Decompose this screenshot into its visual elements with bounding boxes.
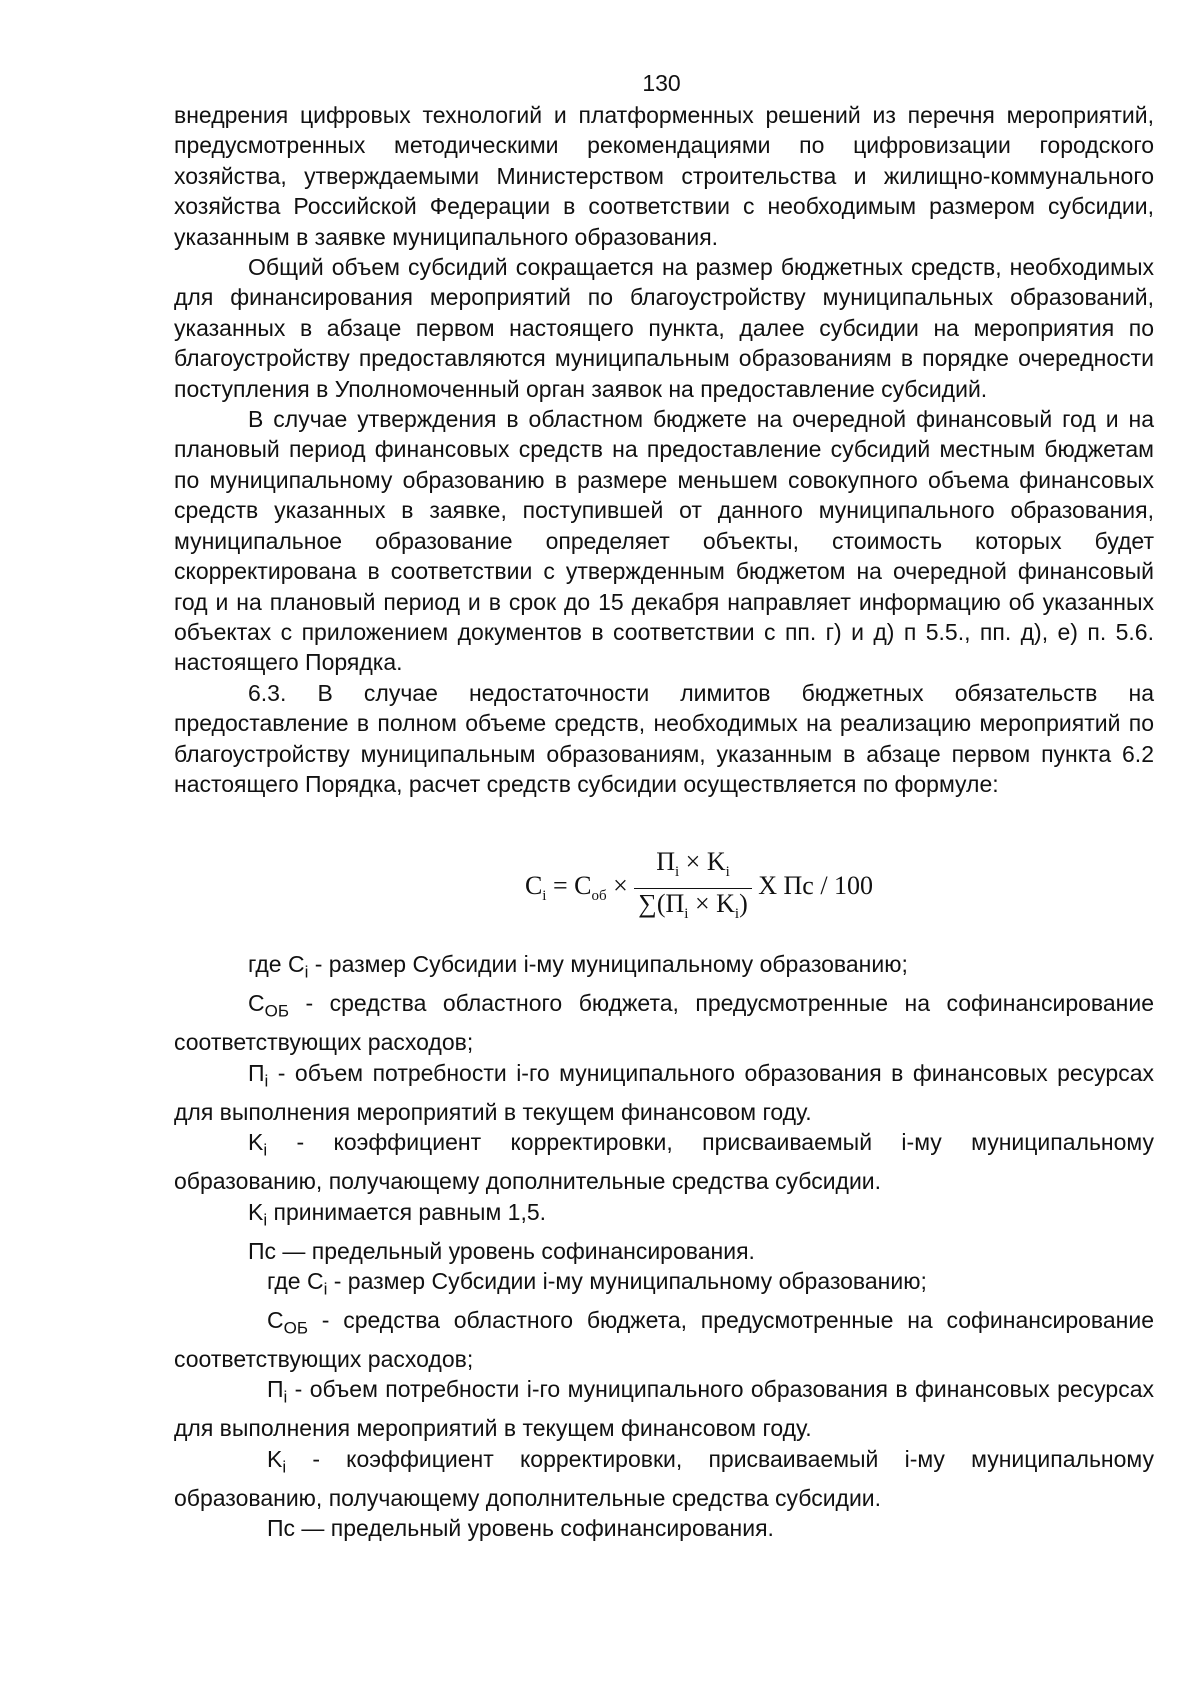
paragraph-3: В случае утверждения в областном бюджете на очередной финансовый год и на плановый период финансовых средств на предоставление субсидий местным бюджетам по муниципальному образованию в размере меньшем совокупного объема финансовых средств указанных в заявке, поступившей от данного муниципального образования, муниципальное образование определяет объекты, стоимость которых будет скорректирована в соответствии с утвержденным бюджетом на очередной финансовый год и на плановый период и в срок до 15 декабря направляет информацию об указанных объектах с приложением документов в соответствии с пп. г) и д) п 5.5., пп. д), е) п. 5.6. настоящего Порядка.: [174, 406, 1154, 676]
formula-denominator: $\sum(П_i \times K_i)$: [638, 888, 748, 923]
def1-c: где $C_i$ - размер Субсидии i-му муниципальному образованию;: [248, 951, 908, 982]
formula-numerator: $П_i \times K_i$: [634, 847, 751, 889]
def2-pc: Пс — предельный уровень софинансирования.: [267, 1515, 774, 1542]
formula-lhs: $C_i$: [524, 871, 547, 905]
def2-p: $П_i$ - объем потребности i-го муниципального образования в финансовых ресурсах для выполнения мероприятий в текущем финансовом году.: [174, 1376, 1154, 1442]
document-body: [174, 100, 1154, 1544]
def2-k: $K_i$ - коэффициент корректировки, присваиваемый i-му муниципальному образованию, получающему дополнительные средства субсидии.: [174, 1445, 1154, 1511]
def1-p: $П_i$ - объем потребности i-го муниципального образования в финансовых ресурсах для выполнения мероприятий в текущем финансовом году.: [174, 1059, 1154, 1125]
def2-cob: $C_{ОБ}$ - средства областного бюджета, предусмотренные на софинансирование соответствующих расходов;: [174, 1306, 1154, 1372]
formula-times: ×: [613, 871, 628, 901]
subsidy-formula: [174, 799, 1154, 949]
page-number: 130: [642, 70, 681, 96]
def1-cob: $C_{ОБ}$ - средства областного бюджета, предусмотренные на софинансирование соответствующих расходов;: [174, 990, 1154, 1056]
def2-c: где $C_i$ - размер Субсидии i-му муниципальному образованию;: [267, 1267, 927, 1299]
def1-k: $K_i$ - коэффициент корректировки, присваиваемый i-му муниципальному образованию, получающему дополнительные средства субсидии.: [174, 1129, 1154, 1195]
formula-eq: = $C_{об}$: [552, 871, 607, 905]
formula-tail: Х Пс / 100: [758, 871, 874, 901]
paragraph-2: Общий объем субсидий сокращается на размер бюджетных средств, необходимых для финансирования мероприятий по благоустройству муниципальных образований, указанных в абзаце первом настоящего пункта, далее субсидии на мероприятия по благоустройству предоставляются муниципальным образованиям в порядке очередности поступления в Уполномоченный орган заявок на предоставление субсидий.: [174, 254, 1154, 402]
def1-pc: Пс — предельный уровень софинансирования.: [248, 1237, 755, 1264]
paragraph-4: 6.3. В случае недостаточности лимитов бюджетных обязательств на предоставление в полном объеме средств, необходимых на реализацию мероприятий по благоустройству муниципальным образованиям, указанным в абзаце первом пункта 6.2 настоящего Порядка, расчет средств субсидии осуществляется по формуле:: [174, 679, 1154, 797]
def1-k-value: $K_i$ принимается равным 1,5.: [248, 1198, 547, 1230]
paragraph-1: внедрения цифровых технологий и платформенных решений из перечня мероприятий, предусмотренных методическими рекомендациями по цифровизации городского хозяйства, утверждаемыми Министерством строительства и жилищно-коммунального хозяйства Российской Федерации в соответствии с необходимым размером субсидии, указанным в заявке муниципального образования.: [174, 102, 1154, 250]
formula-fraction: [634, 847, 751, 929]
